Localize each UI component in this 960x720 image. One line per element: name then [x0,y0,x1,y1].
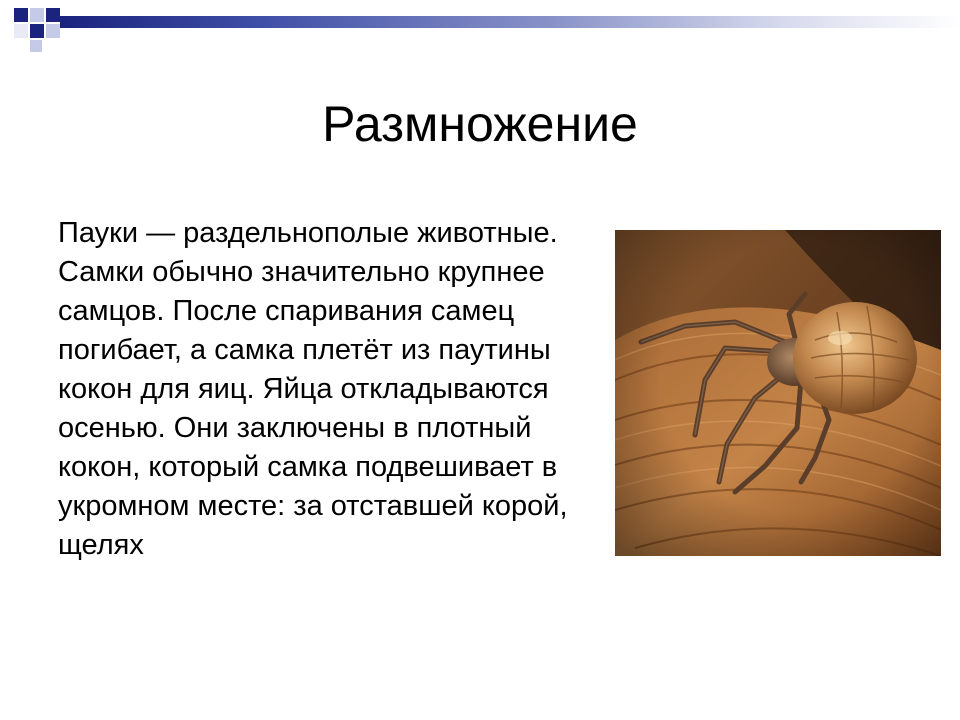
header-gradient-bar [60,16,960,28]
body-text [58,214,610,574]
body-line: укромном месте: за отставшей корой, [58,490,568,522]
body-line: кокон для яиц. Яйца откладываются [58,373,549,405]
body-line: осенью. Они заключены в плотный [58,412,532,444]
body-line: самцов. После спаривания самец [58,295,515,327]
body-line: кокон, который самка подвешивает в [58,451,558,483]
corner-decoration [0,0,80,60]
spider-photo [615,230,941,556]
body-line: щелях [58,529,144,561]
body-line: Пауки — раздельнополые животные. [58,217,558,249]
body-line: погибает, а самка плетёт из паутины [58,334,551,366]
slide-title: Размножение [322,96,638,152]
body-line: Самки обычно значительно крупнее [58,256,545,288]
